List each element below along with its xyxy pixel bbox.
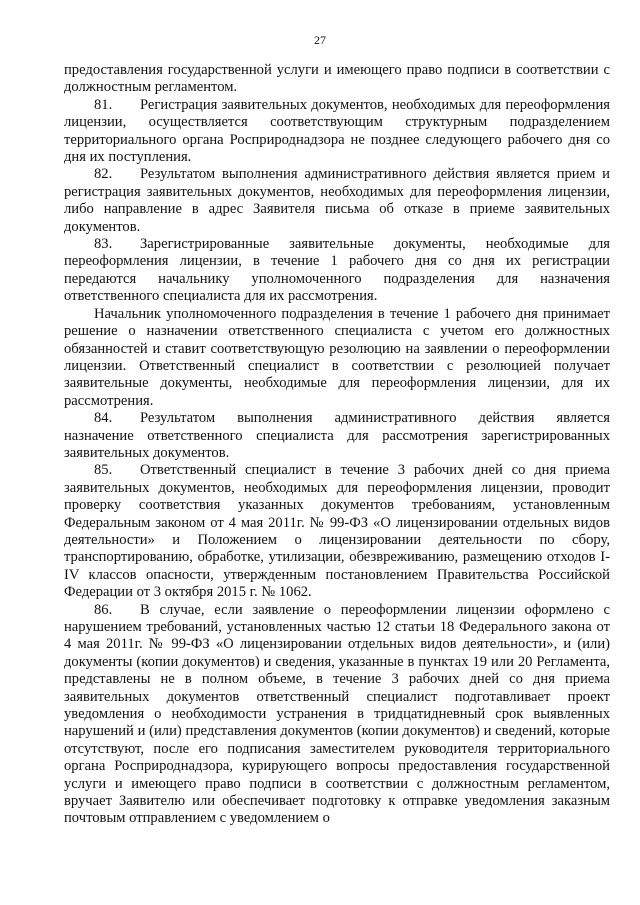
- paragraph-text: предоставления государственной услуги и имеющего право подписи в соответствии с должностным регламентом.: [64, 62, 610, 96]
- paragraph-text: Ответственный специалист в течение 3 рабочих дней со дня приема заявительных документов, необходимых для переоформления лицензии, проводит проверку соответствия указанных документов требованиям, установленным Федеральным законом от 4 мая 2011г. № 99-ФЗ «О лицензировании отдельных видов деятельности» и Положением о лицензировании деятельности по сбору, транспортированию, обработке, утилизации, обезвреживанию, размещению отходов I-IV классов опасности, утвержденным постановлением Правительства Российской Федерации от 3 октября 2015 г. № 1062.: [64, 462, 610, 601]
- paragraph-81: [64, 97, 610, 167]
- paragraph-number: 82.: [94, 166, 113, 183]
- paragraph-number: 83.: [94, 236, 113, 253]
- paragraph-number: 86.: [94, 601, 113, 618]
- paragraph-number: 81.: [94, 96, 113, 113]
- paragraph-84: [64, 410, 610, 462]
- paragraph-text: Начальник уполномоченного подразделения в течение 1 рабочего дня принимает решение о назначении ответственного специалиста с учетом его должностных обязанностей и ставит соответствующую резолюцию на заявлении о переоформлении лицензии. Ответственный специалист в соответствии с резолюцией получает заявительные документы, необходимые для переоформления лицензии, для их рассмотрения.: [64, 305, 610, 409]
- paragraph-number: 84.: [94, 410, 113, 427]
- paragraph-continuation: [64, 62, 610, 97]
- paragraph-text: Зарегистрированные заявительные документы, необходимые для переоформления лицензии, в течение 1 рабочего дня со дня их регистрации передаются начальнику уполномоченного подразделения для назначения ответственного специалиста для их рассмотрения.: [64, 236, 610, 305]
- paragraph-85: [64, 462, 610, 601]
- paragraph-82: [64, 166, 610, 236]
- paragraph-text: В случае, если заявление о переоформлении лицензии оформлено с нарушением требований, установленных частью 12 статьи 18 Федерального закона от 4 мая 2011г. № 99-ФЗ «О лицензировании отдельных видов деятельности», и (или) документы (копии документов) и сведения, указанные в пунктах 19 или 20 Регламента, представлены не в полном объеме, в течение 3 рабочих дней со дня приема заявительных документов ответственный специалист подготавливает проект уведомления о необходимости устранения в тридцатидневный срок выявленных нарушений и (или) представления документов (копии документов) и сведений, которые отсутствуют, после его подписания заместителем руководителя территориального органа Росприроднадзора, курирующего вопросы предоставления государственной услуги и имеющего право подписи в соответствии с должностным регламентом, вручает Заявителю или обеспечивает подготовку к отправке уведомления заказным почтовым отправлением с уведомлением о: [64, 601, 610, 827]
- page-number: 27: [314, 33, 326, 47]
- paragraph-86: [64, 602, 610, 828]
- paragraph-text: Регистрация заявительных документов, необходимых для переоформления лицензии, осуществляется соответствующим структурным подразделением территориального органа Росприроднадзора не позднее следующего рабочего дня со дня их поступления.: [64, 96, 610, 166]
- document-body: [64, 62, 610, 828]
- paragraph-text: Результатом выполнения административного действия является назначение ответственного специалиста для рассмотрения зарегистрированных заявительных документов.: [64, 410, 610, 461]
- paragraph-83-continued: [64, 306, 610, 410]
- paragraph-number: 85.: [94, 462, 113, 479]
- paragraph-text: Результатом выполнения административного действия является прием и регистрация заявительных документов, необходимых для переоформления лицензии, либо направление в адрес Заявителя письма об отказе в приеме заявительных документов.: [64, 166, 610, 235]
- paragraph-83: [64, 236, 610, 306]
